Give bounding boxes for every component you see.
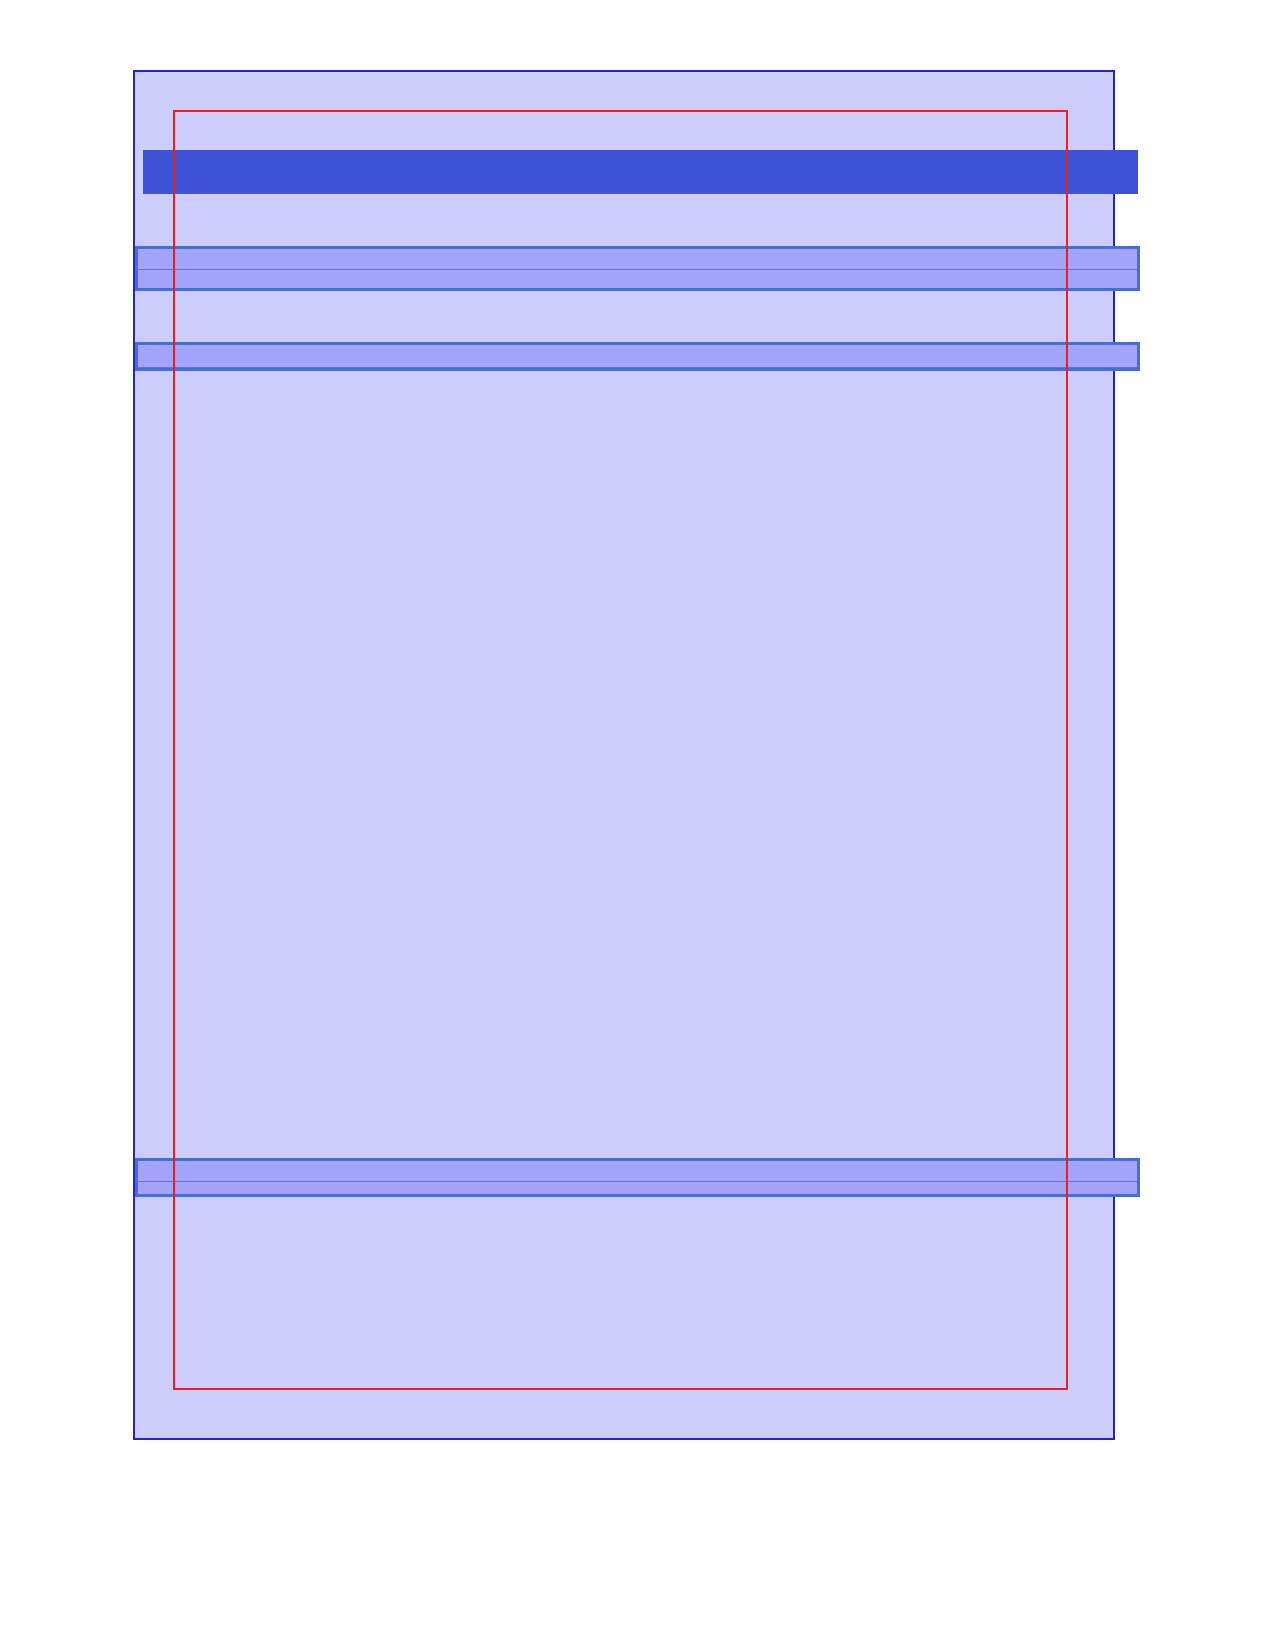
competence-table <box>138 345 1137 368</box>
objective-header <box>145 206 1135 238</box>
enonce-text <box>138 270 1137 288</box>
course-code <box>1122 161 1128 183</box>
activites-box <box>135 1158 1140 1197</box>
competence-box <box>135 342 1140 371</box>
activites-list <box>138 1182 1137 1194</box>
col-elements-header <box>138 345 638 368</box>
enonce-heading <box>138 249 1137 270</box>
enonce-box <box>135 246 1140 291</box>
activites-heading <box>138 1161 1137 1182</box>
col-criteres-header <box>638 345 1138 368</box>
course-title-bar <box>143 150 1138 194</box>
